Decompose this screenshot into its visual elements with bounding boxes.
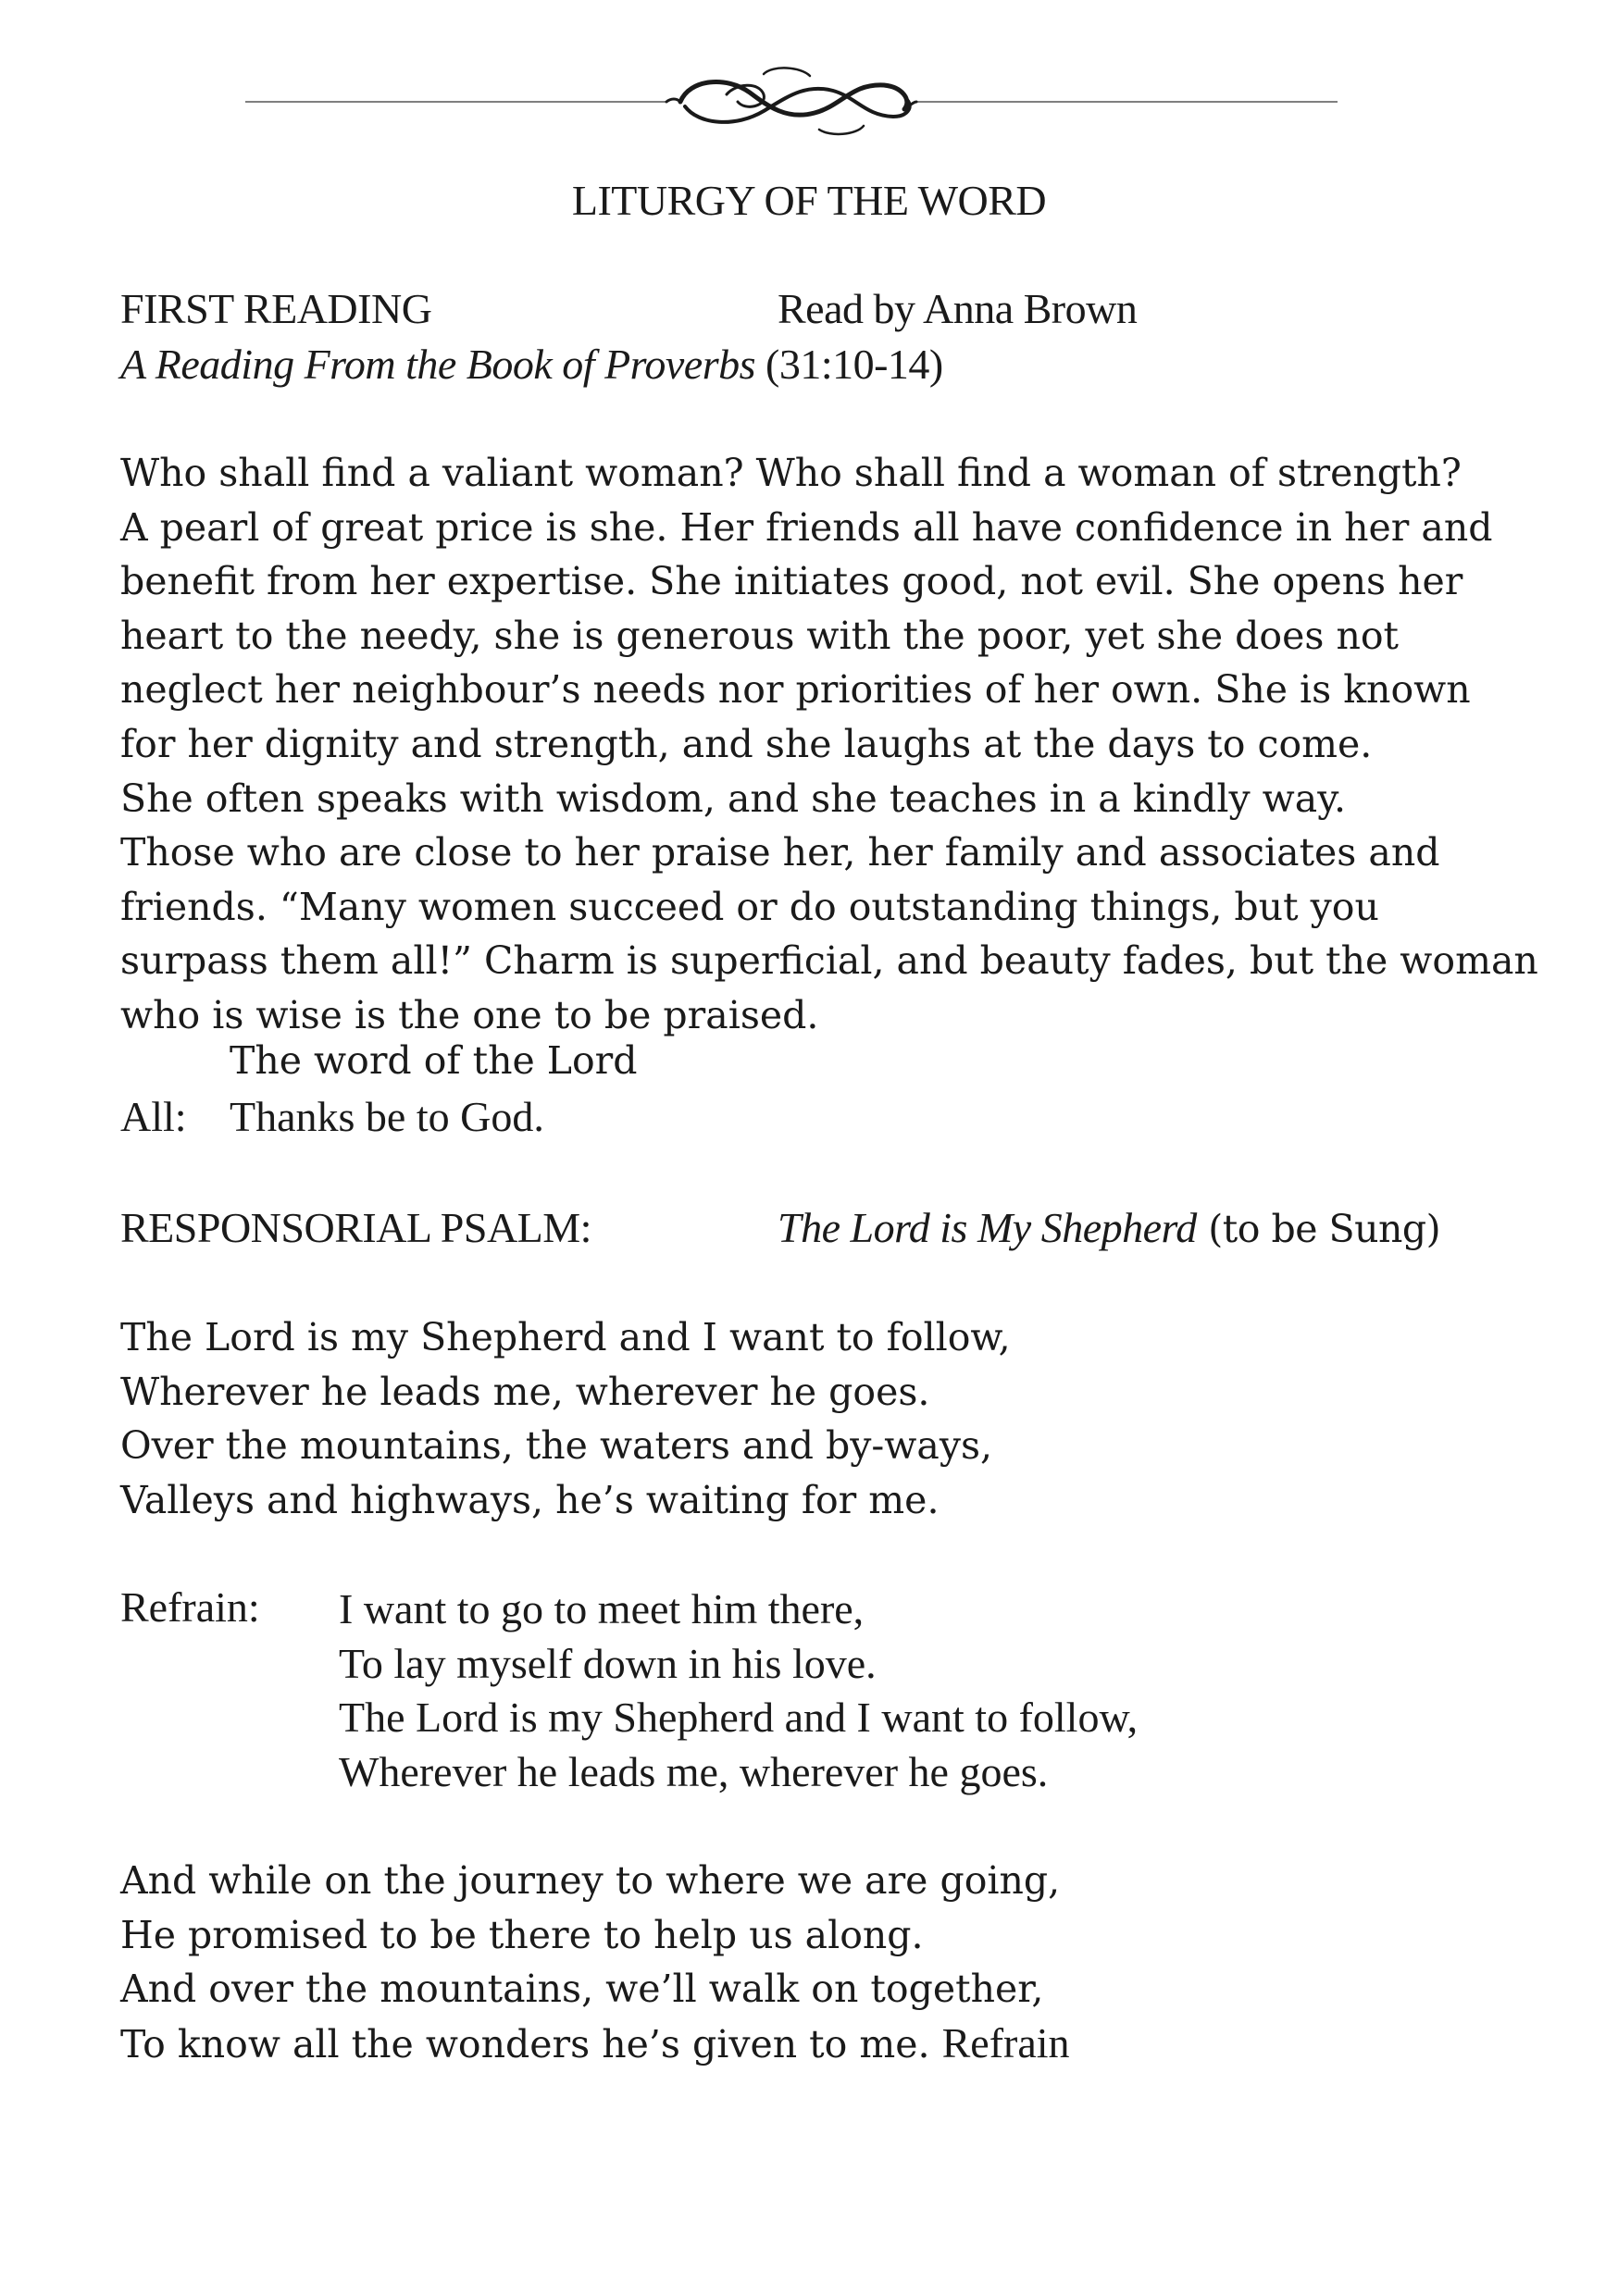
reading-line: A pearl of great price is she. Her friends all have confidence in her and xyxy=(120,504,1493,550)
refrain-line: Wherever he leads me, wherever he goes. xyxy=(339,1747,1049,1795)
reading-line: who is wise is the one to be praised. xyxy=(120,992,819,1037)
psalm-verse-2 xyxy=(120,1854,1070,2071)
reading-line: She often speaks with wisdom, and she teaches in a kindly way. xyxy=(120,776,1346,821)
reading-closing: The word of the Lord xyxy=(230,1038,638,1083)
verse-line-text: To know all the wonders he’s given to me. xyxy=(120,2021,942,2066)
response-label: All: xyxy=(120,1093,187,1140)
flourish-divider-icon xyxy=(245,56,1338,148)
page-title: LITURGY OF THE WORD xyxy=(571,177,1047,224)
reader-name: Read by Anna Brown xyxy=(778,285,1138,332)
reading-line: benefit from her expertise. She initiates good, not evil. She opens her xyxy=(120,559,1463,604)
response-text: Thanks be to God. xyxy=(230,1093,544,1140)
first-reading-heading xyxy=(120,284,1138,333)
reading-source-ref: (31:10-14) xyxy=(755,341,943,388)
verse-line: He promised to be there to help us along. xyxy=(120,1912,924,1957)
verse-line: Valleys and highways, he’s waiting for me. xyxy=(120,1477,940,1522)
psalm-label: RESPONSORIAL PSALM: xyxy=(120,1204,591,1251)
reading-source xyxy=(120,340,943,389)
reading-line: Who shall find a valiant woman? Who shall find a woman of strength? xyxy=(120,451,1462,495)
reading-source-title: A Reading From the Book of Proverbs xyxy=(120,341,755,388)
refrain-text xyxy=(339,1582,1138,1799)
psalm-heading xyxy=(120,1203,1441,1252)
psalm-song-note: (to be Sung) xyxy=(1196,1207,1441,1251)
refrain-line: To lay myself down in his love. xyxy=(339,1639,877,1687)
reading-line: neglect her neighbour’s needs nor priorities of her own. She is known xyxy=(120,667,1471,713)
psalm-song xyxy=(778,1203,1440,1252)
reading-text xyxy=(120,446,1538,1043)
verse-line: Over the mountains, the waters and by-ways, xyxy=(120,1423,993,1469)
psalm-verse-1 xyxy=(120,1310,1011,1527)
verse-line: And over the mountains, we’ll walk on together, xyxy=(120,1967,1044,2012)
refrain-label: Refrain: xyxy=(120,1583,260,1631)
reading-line: friends. “Many women succeed or do outstanding things, but you xyxy=(120,884,1379,929)
reading-line: for her dignity and strength, and she laughs at the days to come. xyxy=(120,721,1373,766)
verse-line: Wherever he leads me, wherever he goes. xyxy=(120,1369,930,1414)
verse-line xyxy=(120,2017,1070,2072)
reading-line: surpass them all!” Charm is superficial, and beauty fades, but the woman xyxy=(120,938,1538,984)
refrain-tag: Refrain xyxy=(941,2018,1070,2066)
reading-line: heart to the needy, she is generous with the poor, yet she does not xyxy=(120,613,1400,658)
refrain-line: I want to go to meet him there, xyxy=(339,1585,865,1632)
verse-line: And while on the journey to where we are going, xyxy=(120,1858,1061,1903)
refrain-line: The Lord is my Shepherd and I want to follow, xyxy=(339,1694,1139,1742)
first-reading-label: FIRST READING xyxy=(120,285,432,332)
psalm-song-title: The Lord is My Shepherd xyxy=(778,1204,1197,1251)
reading-line: Those who are close to her praise her, her family and associates and xyxy=(120,830,1440,875)
verse-line: The Lord is my Shepherd and I want to follow, xyxy=(120,1315,1011,1359)
